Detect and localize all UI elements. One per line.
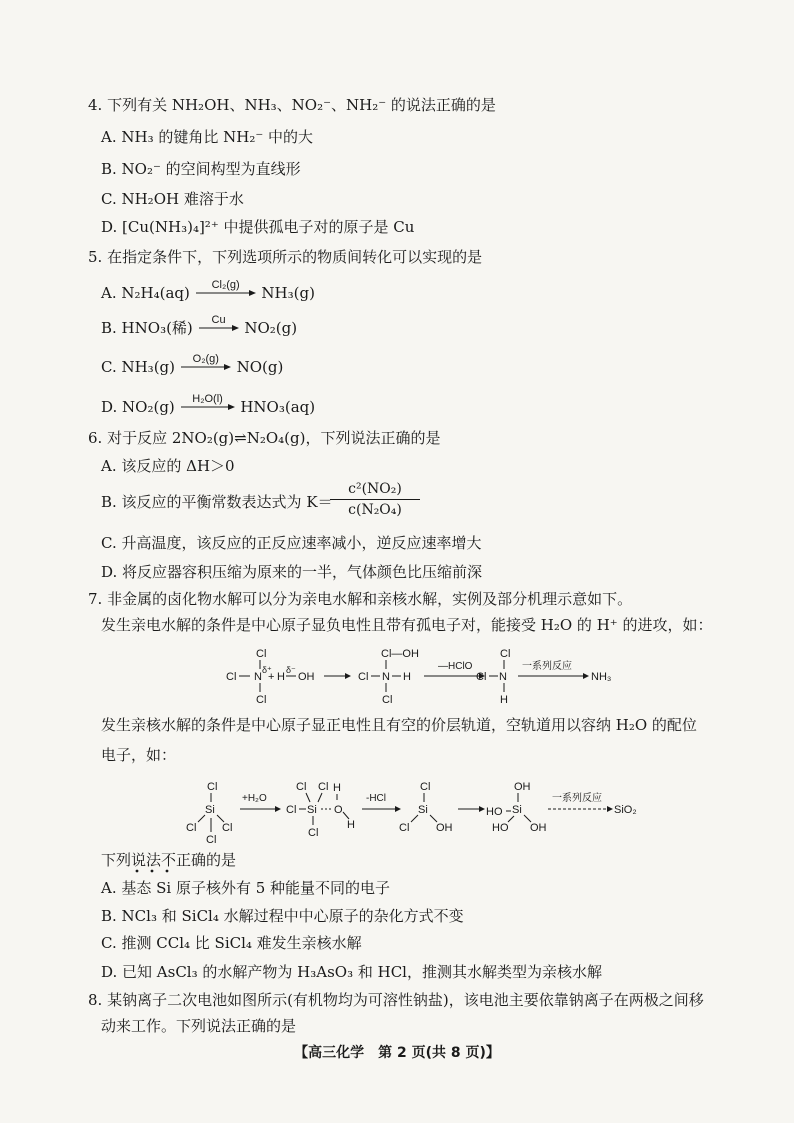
atom-label: Si [418, 804, 428, 816]
atom-label: Cl [500, 648, 511, 660]
fraction-bar [330, 499, 420, 500]
page-footer: 【高三化学 第 2 页(共 8 页)】 [294, 1045, 500, 1061]
atom-label: Cl [420, 781, 431, 793]
q6-option-c: C. 升高温度，该反应的正反应速率减小，逆反应速率增大 [101, 534, 482, 552]
atom-label: H [403, 671, 411, 683]
q6-stem: 6. 对于反应 2NO₂(g)⇌N₂O₄(g)，下列说法正确的是 [88, 429, 441, 447]
q4-option-c: C. NH₂OH 难溶于水 [101, 190, 244, 208]
atom-label: H [333, 782, 341, 794]
q5-c-reactant: C. NH₃(g) [101, 358, 176, 376]
atom-label: Cl [256, 648, 267, 660]
atom-label: OH [298, 671, 315, 683]
q4-option-d: D. [Cu(NH₃)₄]²⁺ 中提供孤电子对的原子是 Cu [101, 218, 415, 236]
q5-b-product: NO₂(g) [244, 319, 298, 337]
q5-d-condition: H₂O(l) [192, 393, 223, 405]
atom-label: OH [514, 781, 531, 793]
atom-label: Cl [296, 781, 307, 793]
q6-option-b: B. 该反应的平衡常数表达式为 K＝ [101, 493, 333, 511]
atom-label: Cl [222, 822, 233, 834]
q5-d-reactant: D. NO₂(g) [101, 398, 175, 416]
q7-stem: 7. 非金属的卤化物水解可以分为亲电水解和亲核水解，实例及部分机理示意如下。 [88, 590, 633, 608]
atom-label: N [499, 671, 507, 683]
q7-ask: 下列说法不正确的是 [101, 851, 237, 869]
atom-label: Cl [382, 694, 393, 706]
step-label: -HCl [366, 793, 386, 804]
svg-text:+: + [268, 671, 275, 683]
atom-label: Cl [318, 781, 329, 793]
atom-label: Cl [476, 671, 487, 683]
q5-a-reactant: A. N₂H₄(aq) [101, 284, 190, 302]
atom-label: Cl [186, 822, 197, 834]
q5-a-product: NH₃(g) [261, 284, 315, 302]
step-label: —HClO [438, 661, 473, 672]
q6-option-d: D. 将反应器容积压缩为原来的一半，气体颜色比压缩前深 [101, 563, 483, 581]
step-label: 一系列反应 [522, 661, 572, 672]
sicl4-hydrolysis-scheme [184, 778, 644, 848]
atom-label: Cl [207, 781, 218, 793]
atom-label: H [500, 694, 508, 706]
q5-stem: 5. 在指定条件下，下列选项所示的物质间转化可以实现的是 [88, 248, 483, 266]
ncl3-hydrolysis-scheme [220, 643, 640, 707]
atom-label: Cl [308, 827, 319, 839]
q5-b-reactant: B. HNO₃(稀) [101, 319, 193, 337]
atom-label: Cl [256, 694, 267, 706]
emphasis-dots [101, 868, 231, 874]
q5-c-arrow [180, 353, 232, 377]
atom-label: N [382, 671, 390, 683]
q5-c-product: NO(g) [236, 358, 284, 376]
q5-b-condition: Cu [211, 314, 226, 326]
atom-label: Si [205, 804, 215, 816]
atom-label: OH [436, 822, 453, 834]
product-label: SiO₂ [614, 804, 637, 816]
q4-option-b: B. NO₂⁻ 的空间构型为直线形 [101, 160, 301, 178]
q5-d-product: HNO₃(aq) [240, 398, 316, 416]
clo-group: Cl—OH [381, 648, 419, 660]
partial-charge: δ⁺ [262, 665, 272, 675]
q4-option-a: A. NH₃ 的键角比 NH₂⁻ 中的大 [101, 128, 314, 146]
q7-nucleophilic-paragraph-1: 发生亲核水解的条件是中心原子显正电性且有空的价层轨道，空轨道用以容纳 H₂O 的配位 [101, 716, 697, 734]
q5-option-b [101, 314, 298, 338]
atom-label: Cl [399, 822, 410, 834]
q5-a-arrow [195, 279, 257, 303]
atom-label: HO [492, 822, 509, 834]
atom-label: H [277, 671, 285, 683]
q7-option-d: D. 已知 AsCl₃ 的水解产物为 H₃AsO₃ 和 HCl，推测其水解类型为亲核水解 [101, 963, 602, 981]
q5-option-a [101, 279, 315, 303]
q6-k-numerator: c²(NO₂) [348, 481, 402, 497]
atom-label: N [254, 671, 262, 683]
q8-line-2: 动来工作。下列说法正确的是 [101, 1017, 297, 1035]
q7-nucleophilic-paragraph-2: 电子，如： [101, 746, 177, 764]
q7-option-c: C. 推测 CCl₄ 比 SiCl₄ 难发生亲核水解 [101, 934, 362, 952]
q6-k-fraction [330, 480, 420, 519]
atom-label: O [334, 804, 343, 816]
q5-a-condition: Cl₂(g) [211, 279, 240, 291]
q8-line-1: 8. 某钠离子二次电池如图所示(有机物均为可溶性钠盐)，该电池主要依靠钠离子在两极之间移 [88, 991, 704, 1009]
atom-label: Cl [286, 804, 297, 816]
step-label: 一系列反应 [552, 793, 602, 804]
q4-stem: 4. 下列有关 NH₂OH、NH₃、NO₂⁻、NH₂⁻ 的说法正确的是 [88, 96, 496, 114]
q7-electrophilic-paragraph: 发生亲电水解的条件是中心原子显负电性且带有孤电子对，能接受 H₂O 的 H⁺ 的进攻，如： [101, 616, 713, 634]
atom-label: Cl [358, 671, 369, 683]
q5-b-arrow [198, 314, 240, 338]
q5-option-c [101, 353, 284, 377]
q6-option-a: A. 该反应的 ΔH＞0 [101, 457, 235, 475]
atom-label: Si [307, 804, 317, 816]
product-label: NH₃ [591, 671, 612, 683]
q7-option-b: B. NCl₃ 和 SiCl₄ 水解过程中中心原子的杂化方式不变 [101, 907, 464, 925]
q5-d-arrow [180, 393, 236, 417]
q6-k-denominator: c(N₂O₄) [348, 502, 402, 518]
atom-label: H [347, 819, 355, 831]
step-label: +H₂O [242, 793, 267, 804]
q5-c-condition: O₂(g) [192, 353, 219, 365]
atom-label: HO [486, 806, 503, 818]
atom-label: Si [512, 804, 522, 816]
q5-option-d [101, 393, 316, 417]
atom-label: OH [530, 822, 547, 834]
atom-label: Cl [226, 671, 237, 683]
atom-label: Cl [206, 834, 217, 846]
partial-charge: δ⁻ [286, 665, 296, 675]
q7-option-a: A. 基态 Si 原子核外有 5 种能量不同的电子 [101, 879, 391, 897]
